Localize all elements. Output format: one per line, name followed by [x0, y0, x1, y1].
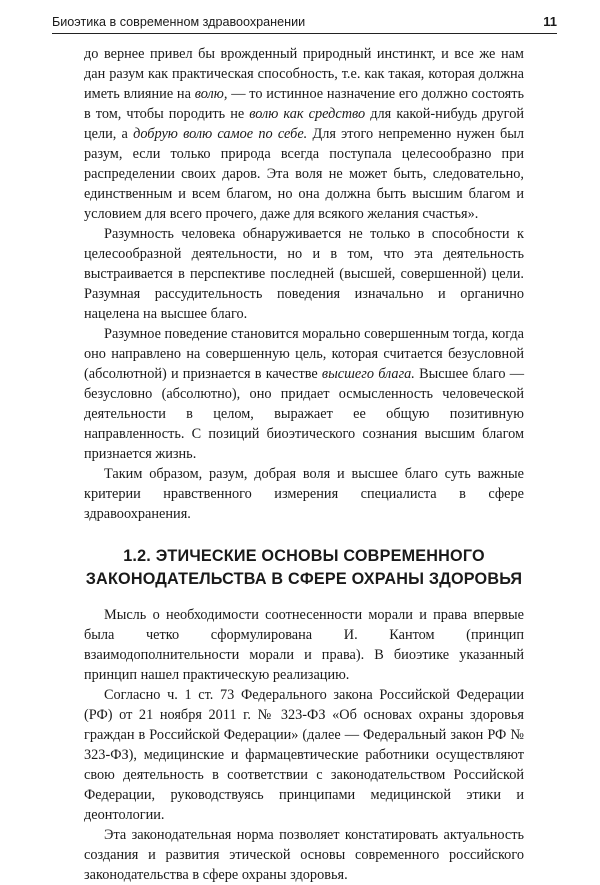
text-run: Для этого непременно нужен был разум, если только природа всегда поступала целесообразно при распределении своих даров. Эта воля не может быть, следовательно, единственным и всем благом, но она должна быть высшим благом и условием для всего прочего, даже для всякого желания счастья». — [84, 126, 525, 222]
text-run: Разумное поведение становится морально совершенным тогда, когда оно направлено на совершенную цель, которая считается безусловной (абсолютной) и признается в качестве — [84, 326, 524, 382]
section-heading — [84, 545, 524, 591]
paragraph-4: Таким образом, разум, добрая воля и высшее благо суть важные критерии нравственного измерения специалиста в сфере здравоохранения. — [84, 466, 524, 522]
running-title: Биоэтика в современном здравоохранении — [52, 15, 306, 29]
page-body — [84, 44, 524, 885]
text-run: для какой-нибудь другой цели, а — [84, 106, 524, 142]
page-number: 11 — [543, 14, 557, 29]
text-run: — то истинное назначение его должно состоять в том, чтобы породить не — [84, 86, 524, 122]
italic-run: волю, — [194, 86, 228, 102]
paragraph-1 — [84, 44, 524, 224]
italic-run: высшего блага. — [321, 366, 415, 382]
text-run: до вернее привел бы врожденный природный инстинкт, и все же нам дан разум как практическая способность, т.е. как такая, которая должна иметь влияние на — [84, 46, 524, 102]
text-run: Высшее благо — безусловно (абсолютно), оно придает осмысленность человеческой деятельности в целом, выражает ее общую позитивную направленность. С позиций биоэтического сознания высшим благом признается жизнь. — [84, 366, 524, 462]
paragraph-3 — [84, 324, 524, 464]
paragraph-6: Согласно ч. 1 ст. 73 Федерального закона Российской Федерации (РФ) от 21 ноября 2011 г. № 323-ФЗ «Об основах охраны здоровья граждан в Российской Федерации» (далее — Федеральный закон РФ № 323-ФЗ), медицинские и фармацевтические работники осуществляют свою деятельность в соответствии с законодательством Российской Федерации, руководствуясь принципами медицинской этики и деонтологии. — [84, 687, 524, 823]
paragraph-2: Разумность человека обнаруживается не только в способности к целесообразной деятельности, но и в том, что эта деятельность выстраивается в перспективе последней (высшей, совершенной) цели. Разумная рассудительность поведения изначально и органично нацелена на высшее благо. — [84, 226, 524, 322]
italic-run: волю как средство — [249, 106, 366, 122]
running-header — [52, 12, 557, 34]
paragraph-5: Мысль о необходимости соотнесенности морали и права впервые была четко сформулирована И. Кантом (принцип взаимодополнительности морали и права). В биоэтике указанный принцип нашел практическую реализацию. — [84, 607, 524, 683]
section-heading-line-1: 1.2. ЭТИЧЕСКИЕ ОСНОВЫ СОВРЕМЕННОГО — [123, 547, 485, 565]
italic-run: добрую волю самое по себе. — [133, 126, 308, 142]
section-heading-line-2: ЗАКОНОДАТЕЛЬСТВА В СФЕРЕ ОХРАНЫ ЗДОРОВЬЯ — [85, 570, 523, 588]
paragraph-7: Эта законодательная норма позволяет констатировать актуальность создания и развития этической основы современного российского законодательства в сфере охраны здоровья. — [84, 827, 524, 883]
